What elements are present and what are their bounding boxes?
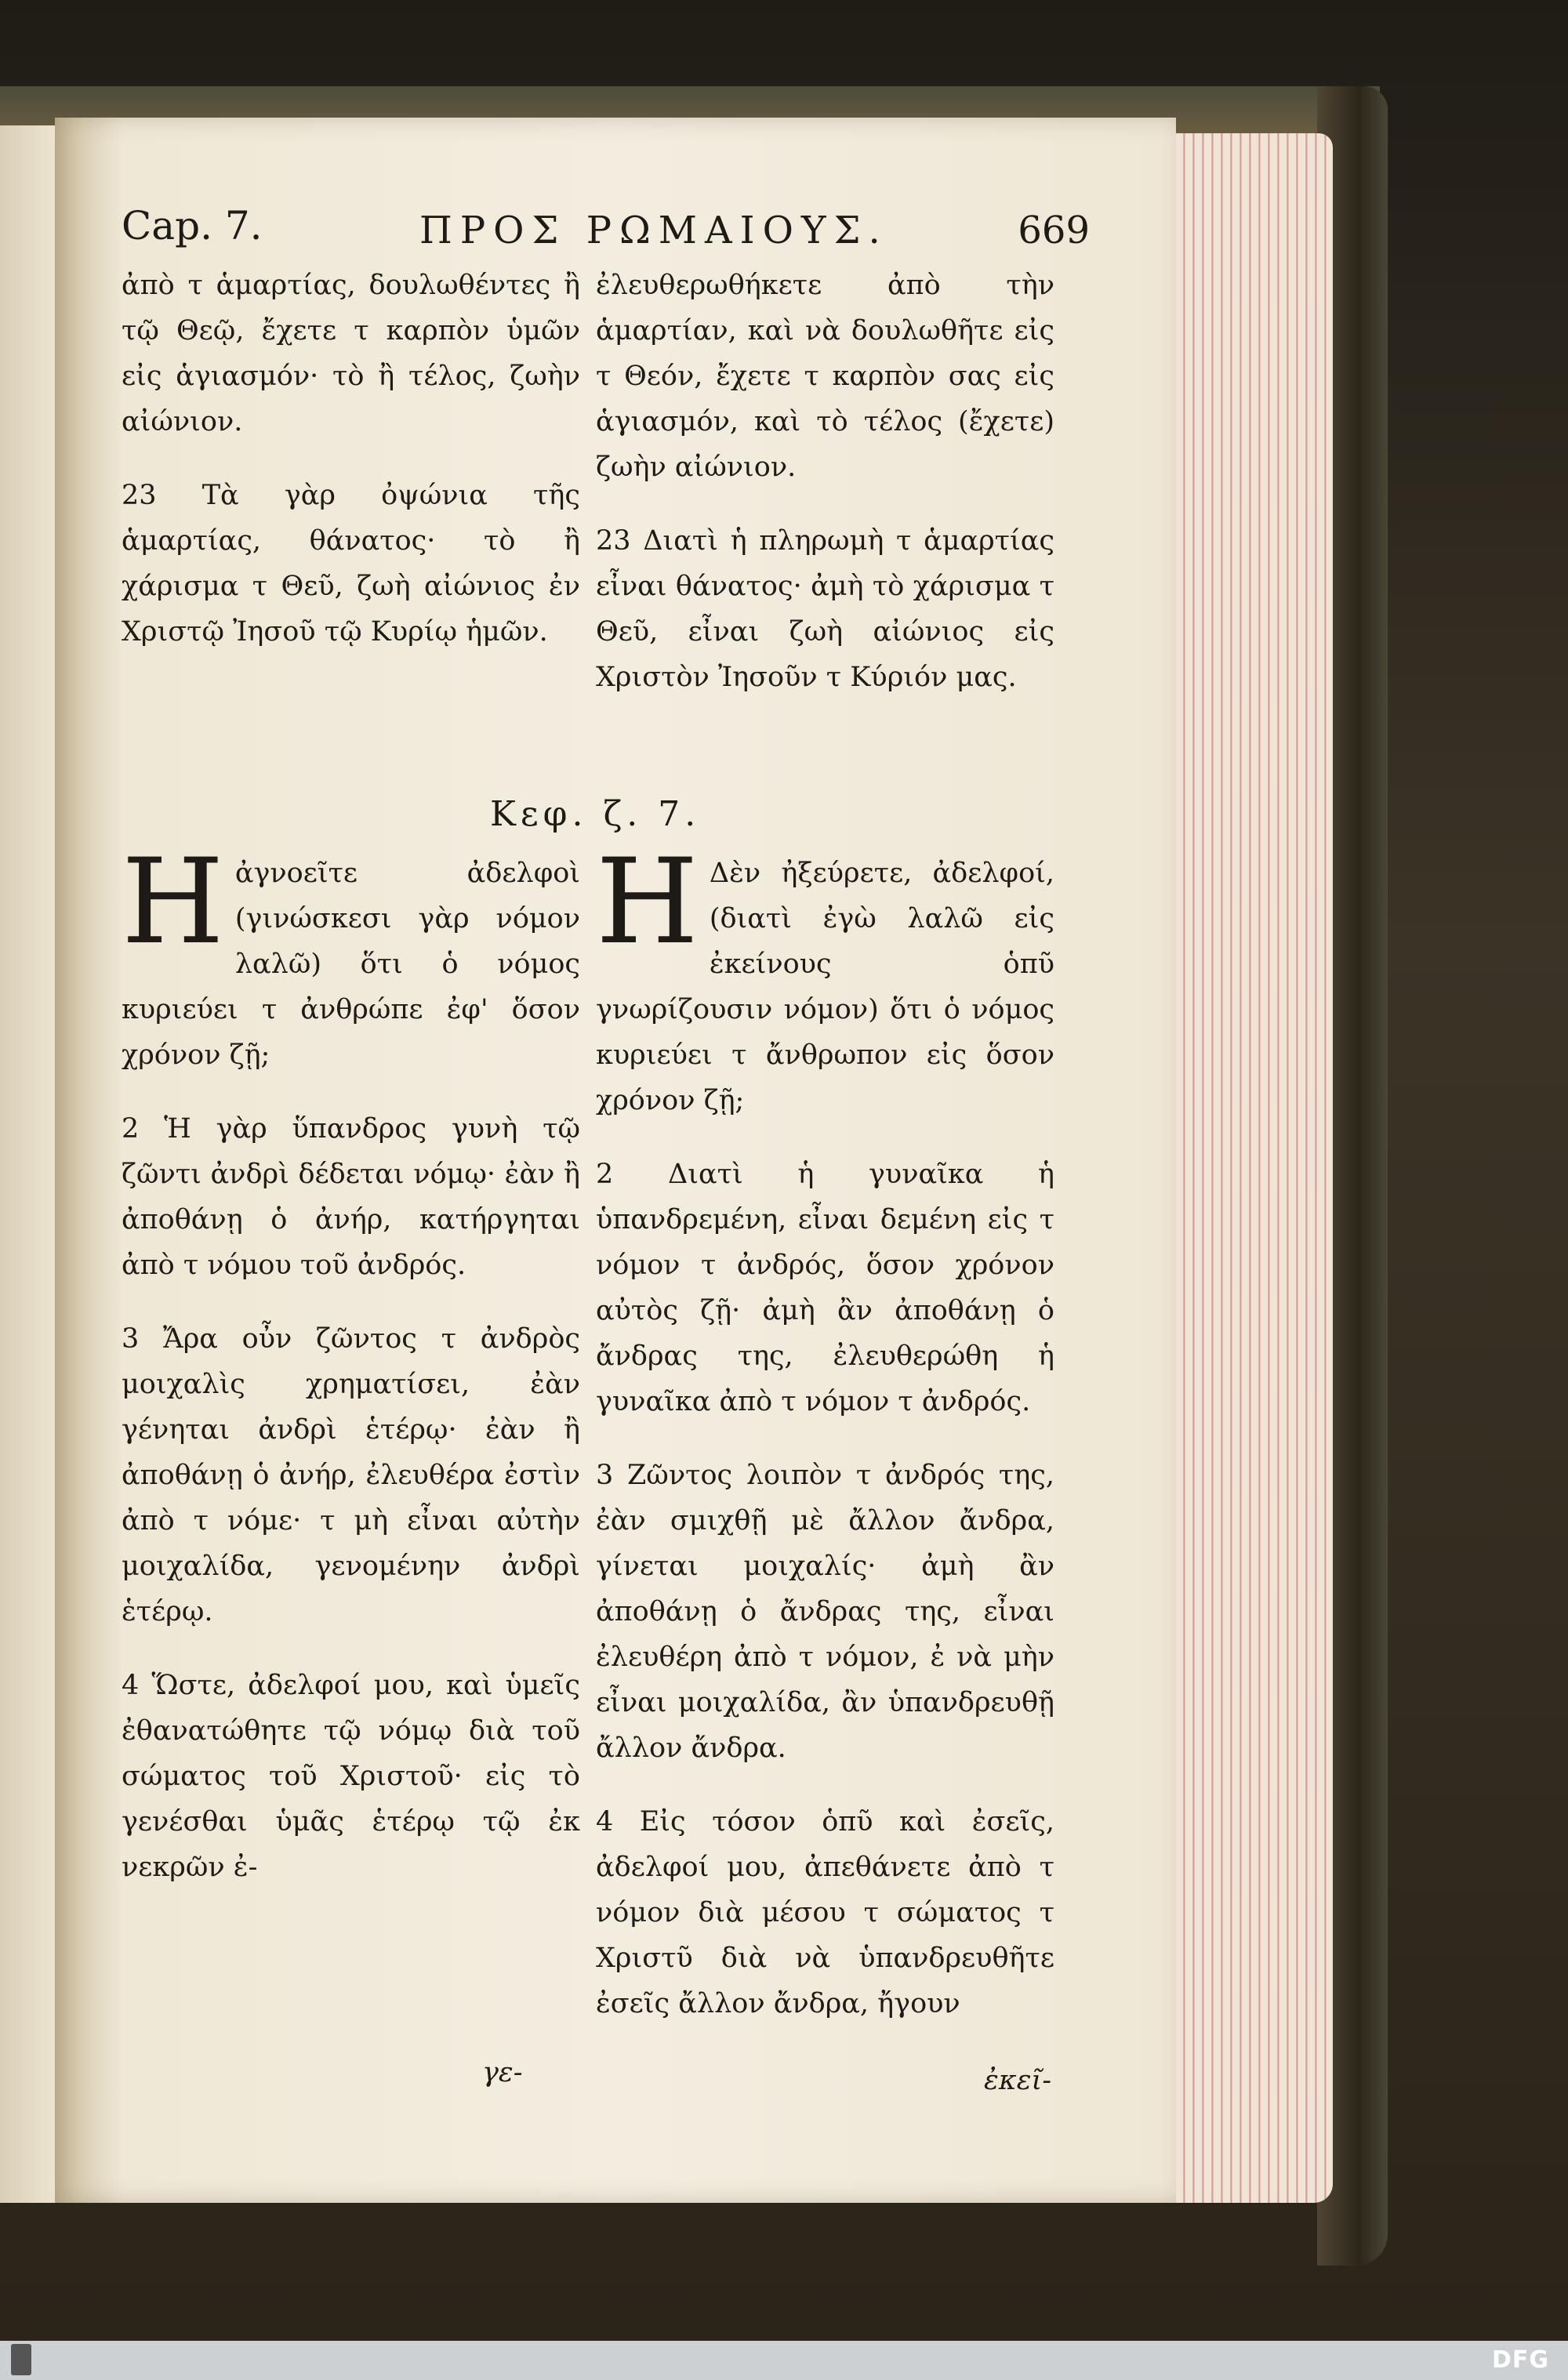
viewer-footer-bar [0,2341,1568,2380]
page-number: 669 [1018,209,1090,252]
paragraph: ἀπὸ τ ἁμαρτίας, δουλωθέντες ἢ τῷ Θεῷ, ἔχετε τ καρπὸν ὑμῶν εἰς ἁγιασμόν· τὸ ἢ τέλος, ζωὴν αἰώνιον. [122,270,580,437]
paragraph: 3 Ζῶντος λοιπὸν τ ἀνδρός της, ἐὰν σμιχθῇ μὲ ἄλλον ἄνδρα, γίνεται μοιχαλίς· ἀμὴ ἂν ἀποθάνῃ ὁ ἄνδρας της, εἶναι ἐλευθέρη ἀπὸ τ νόμον, ἐ νὰ μὴν εἶναι μοιχαλίδα, ἂν ὑπανδρευθῇ ἄλλον ἄνδρα. [596,1460,1054,1764]
chapter-heading: Κεφ. ζ. 7. [490,794,701,834]
chapter-left-column [122,834,580,1918]
paragraph: 23 Τὰ γὰρ ὀψώνια τῆς ἁμαρτίας, θάνατος· τὸ ἢ χάρισμα τ Θεῦ, ζωὴ αἰώνιος ἐν Χριστῷ Ἰησοῦ τῷ Κυρίῳ ἡμῶν. [122,480,580,648]
verse-text: Δὲν ἠξεύρετε, ἀδελφοί, (διατὶ ἐγὼ λαλῶ εἰς ἐκείνους ὁπῦ γνωρίζουσιν νόμον) ὅτι ὁ νόμος κυριεύει τ ἄνθρωπον εἰς ὅσον χρόνον ζῇ; [596,858,1054,1116]
paragraph [122,834,580,1078]
facing-page-strip [0,125,55,2203]
paragraph: 2 Ἡ γὰρ ὕπανδρος γυνὴ τῷ ζῶντι ἀνδρὶ δέδεται νόμῳ· ἐὰν ἢ ἀποθάνῃ ὁ ἀνήρ, κατήργηται ἀπὸ τ νόμου τοῦ ἀνδρός. [122,1113,580,1281]
chapter-right-column [596,834,1054,2055]
paragraph: 3 Ἄρα οὖν ζῶντος τ ἀνδρὸς μοιχαλὶς χρηματίσει, ἐὰν γένηται ἀνδρὶ ἑτέρῳ· ἐὰν ἢ ἀποθάνῃ ὁ ἀνήρ, ἐλευθέρα ἐστὶν ἀπὸ τ νόμε· τ μὴ εἶναι αὐτὴν μοιχαλίδα, γενομένην ἀνδρὶ ἑτέρῳ. [122,1323,580,1627]
paragraph: ἐλευθερωθήκετε ἀπὸ τὴν ἁμαρτίαν, καὶ νὰ δουλωθῆτε εἰς τ Θεόν, ἔχετε τ καρπὸν σας εἰς ἁγιασμόν, καὶ τὸ τέλος (ἔχετε) ζωὴν αἰώνιον. [596,270,1054,483]
top-right-column [596,263,1054,728]
verse-text: ἀγνοεῖτε ἀδελφοὶ (γινώσκεσι γὰρ νόμον λαλῶ) ὅτι ὁ νόμος κυριεύει τ ἀνθρώπε ἐφ' ὅσον χρόνον ζῇ; [122,858,580,1071]
chapter-label: Cap. 7. [122,203,263,249]
paragraph: 4 Ὥστε, ἀδελφοί μου, καὶ ὑμεῖς ἐθανατώθητε τῷ νόμῳ διὰ τοῦ σώματος τοῦ Χριστοῦ· εἰς τὸ γενέσθαι ὑμᾶς ἑτέρῳ τῷ ἐκ νεκρῶν ἐ- [122,1670,580,1883]
drop-cap: Η [596,834,699,971]
drop-cap: Η [122,834,224,971]
dfg-logo: DFG [1491,2346,1549,2374]
paragraph: 2 Διατὶ ἡ γυναῖκα ἡ ὑπανδρεμένη, εἶναι δεμένη εἰς τ νόμον τ ἀνδρός, ὅσον χρόνον αὐτὸς ζῇ· ἀμὴ ἂν ἀποθάνῃ ὁ ἄνδρας της, ἐλευθερώθη ἡ γυναῖκα ἀπὸ τ νόμον τ ἀνδρός. [596,1159,1054,1417]
top-left-column [122,263,580,683]
running-title: ΠΡΟΣ ΡΩΜΑΙΟΥΣ. [419,209,888,252]
paragraph: 23 Διατὶ ἡ πληρωμὴ τ ἁμαρτίας εἶναι θάνατος· ἀμὴ τὸ χάρισμα τ Θεῦ, εἶναι ζωὴ αἰώνιος εἰς Χριστὸν Ἰησοῦν τ Κύριόν μας. [596,525,1054,693]
running-head [114,200,1090,255]
catchword-right: ἐκεῖ- [984,2065,1052,2096]
paragraph: 4 Εἰς τόσον ὁπῦ καὶ ἐσεῖς, ἀδελφοί μου, ἀπεθάνετε ἀπὸ τ νόμον διὰ μέσου τ σώματος τ Χριστῦ διὰ νὰ ὑπανδρευθῆτε ἐσεῖς ἄλλον ἄνδρα, ἤγουν [596,1806,1054,2019]
paragraph [596,834,1054,1123]
library-logo-icon [11,2344,31,2375]
page-content [114,200,1090,2144]
catchword-left: γε- [482,2057,523,2088]
